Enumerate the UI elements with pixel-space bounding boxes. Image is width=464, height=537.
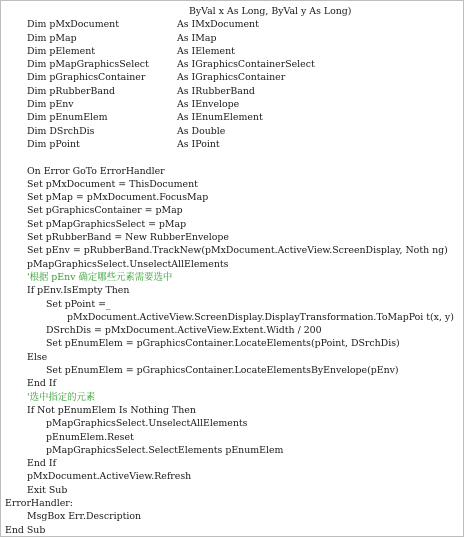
- code-line: [1, 85, 463, 98]
- code-text: Dim pPoint: [27, 138, 80, 150]
- code-text: Set pEnv = pRubberBand.TrackNew(pMxDocument.ActiveView.ScreenDisplay, Noth ng): [27, 245, 448, 257]
- code-text: Dim pEnv: [27, 99, 74, 111]
- code-text: Dim pGraphicsContainer: [27, 72, 146, 84]
- code-text: Set pRubberBand = New RubberEnvelope: [27, 232, 229, 244]
- code-line: [1, 391, 463, 404]
- code-line: [1, 324, 463, 337]
- code-line: [1, 417, 463, 430]
- code-line: [1, 351, 463, 364]
- code-text: Exit Sub: [27, 484, 68, 496]
- code-text: Set pEnumElem = pGraphicsContainer.LocateElementsByEnvelope(pEnv): [46, 365, 399, 377]
- code-line: [1, 444, 463, 457]
- code-line: [1, 191, 463, 204]
- code-line: [1, 484, 463, 497]
- code-text: On Error GoTo ErrorHandler: [27, 165, 165, 177]
- code-text: DSrchDis = pMxDocument.ActiveView.Extent.Width / 200: [46, 325, 322, 337]
- code-line: [1, 178, 463, 191]
- code-type-declaration: As IPoint: [177, 138, 220, 150]
- code-comment: '根据 pEnv 确定哪些元素需要选中: [27, 271, 173, 283]
- code-comment: '选中指定的元素: [27, 391, 96, 403]
- code-text: End Sub: [5, 524, 46, 536]
- code-line: [1, 71, 463, 84]
- code-line: [1, 404, 463, 417]
- code-text: Else: [27, 351, 48, 363]
- code-text: If Not pEnumElem Is Nothing Then: [27, 404, 196, 416]
- code-text: Set pMxDocument = ThisDocument: [27, 178, 198, 190]
- code-line: [1, 5, 463, 18]
- code-line: [1, 284, 463, 297]
- code-line: [1, 151, 463, 164]
- code-line: [1, 524, 463, 537]
- code-text: Set pPoint =_: [46, 298, 111, 310]
- code-text: pMapGraphicsSelect.UnselectAllElements: [46, 418, 248, 430]
- code-line: [1, 111, 463, 124]
- code-line: [1, 311, 463, 324]
- code-text: Dim pElement: [27, 45, 96, 57]
- code-line: [1, 470, 463, 483]
- code-type-declaration: As IRubberBand: [177, 85, 255, 97]
- code-text: ByVal x As Long, ByVal y As Long): [189, 6, 352, 17]
- code-line: [1, 431, 463, 444]
- code-line: [1, 271, 463, 284]
- code-line: [1, 218, 463, 231]
- code-type-declaration: As IMxDocument: [177, 19, 259, 31]
- code-text: Dim pRubberBand: [27, 85, 116, 97]
- code-text: Dim pMap: [27, 32, 77, 44]
- code-text: Set pGraphicsContainer = pMap: [27, 205, 183, 217]
- code-line: [1, 138, 463, 151]
- code-lines: [1, 5, 463, 537]
- code-text: Set pMapGraphicsSelect = pMap: [27, 218, 187, 230]
- code-text: If pEnv.IsEmpty Then: [27, 285, 130, 297]
- code-line: [1, 32, 463, 45]
- code-type-declaration: As IMap: [177, 32, 217, 44]
- code-type-declaration: As IGraphicsContainerSelect: [177, 59, 315, 71]
- code-text: pMapGraphicsSelect.UnselectAllElements: [27, 258, 229, 270]
- code-line: [1, 244, 463, 257]
- code-line: [1, 231, 463, 244]
- code-text: Dim pMxDocument: [27, 19, 119, 31]
- code-text: Set pMap = pMxDocument.FocusMap: [27, 192, 209, 204]
- code-type-declaration: As IElement: [177, 45, 235, 57]
- code-line: [1, 298, 463, 311]
- code-text: ErrorHandler:: [5, 497, 73, 509]
- code-line: [1, 45, 463, 58]
- code-line: [1, 204, 463, 217]
- code-line: [1, 18, 463, 31]
- code-type-declaration: As IEnvelope: [177, 99, 240, 111]
- code-text: pMapGraphicsSelect.SelectElements pEnumElem: [46, 444, 284, 456]
- code-text: MsgBox Err.Description: [27, 511, 142, 523]
- code-text: End If: [27, 378, 57, 390]
- code-text: End If: [27, 458, 57, 470]
- code-text: Dim DSrchDis: [27, 125, 95, 137]
- code-line: [1, 457, 463, 470]
- code-line: [1, 258, 463, 271]
- code-line: [1, 165, 463, 178]
- code-text: pMxDocument.ActiveView.Refresh: [27, 471, 192, 483]
- code-line: [1, 510, 463, 523]
- code-line: [1, 98, 463, 111]
- code-line: [1, 125, 463, 138]
- code-line: [1, 497, 463, 510]
- code-text: pEnumElem.Reset: [46, 431, 134, 443]
- code-type-declaration: As IGraphicsContainer: [177, 72, 286, 84]
- code-text: Set pEnumElem = pGraphicsContainer.LocateElements(pPoint, DSrchDis): [46, 338, 400, 350]
- code-type-declaration: As Double: [177, 125, 226, 137]
- code-type-declaration: As IEnumElement: [177, 112, 263, 124]
- code-line: [1, 337, 463, 350]
- code-line: [1, 377, 463, 390]
- code-text: pMxDocument.ActiveView.ScreenDisplay.DisplayTransformation.ToMapPoi t(x, y): [67, 311, 454, 323]
- code-line: [1, 364, 463, 377]
- code-line: [1, 58, 463, 71]
- code-text: Dim pEnumElem: [27, 112, 108, 124]
- code-text: Dim pMapGraphicsSelect: [27, 59, 149, 71]
